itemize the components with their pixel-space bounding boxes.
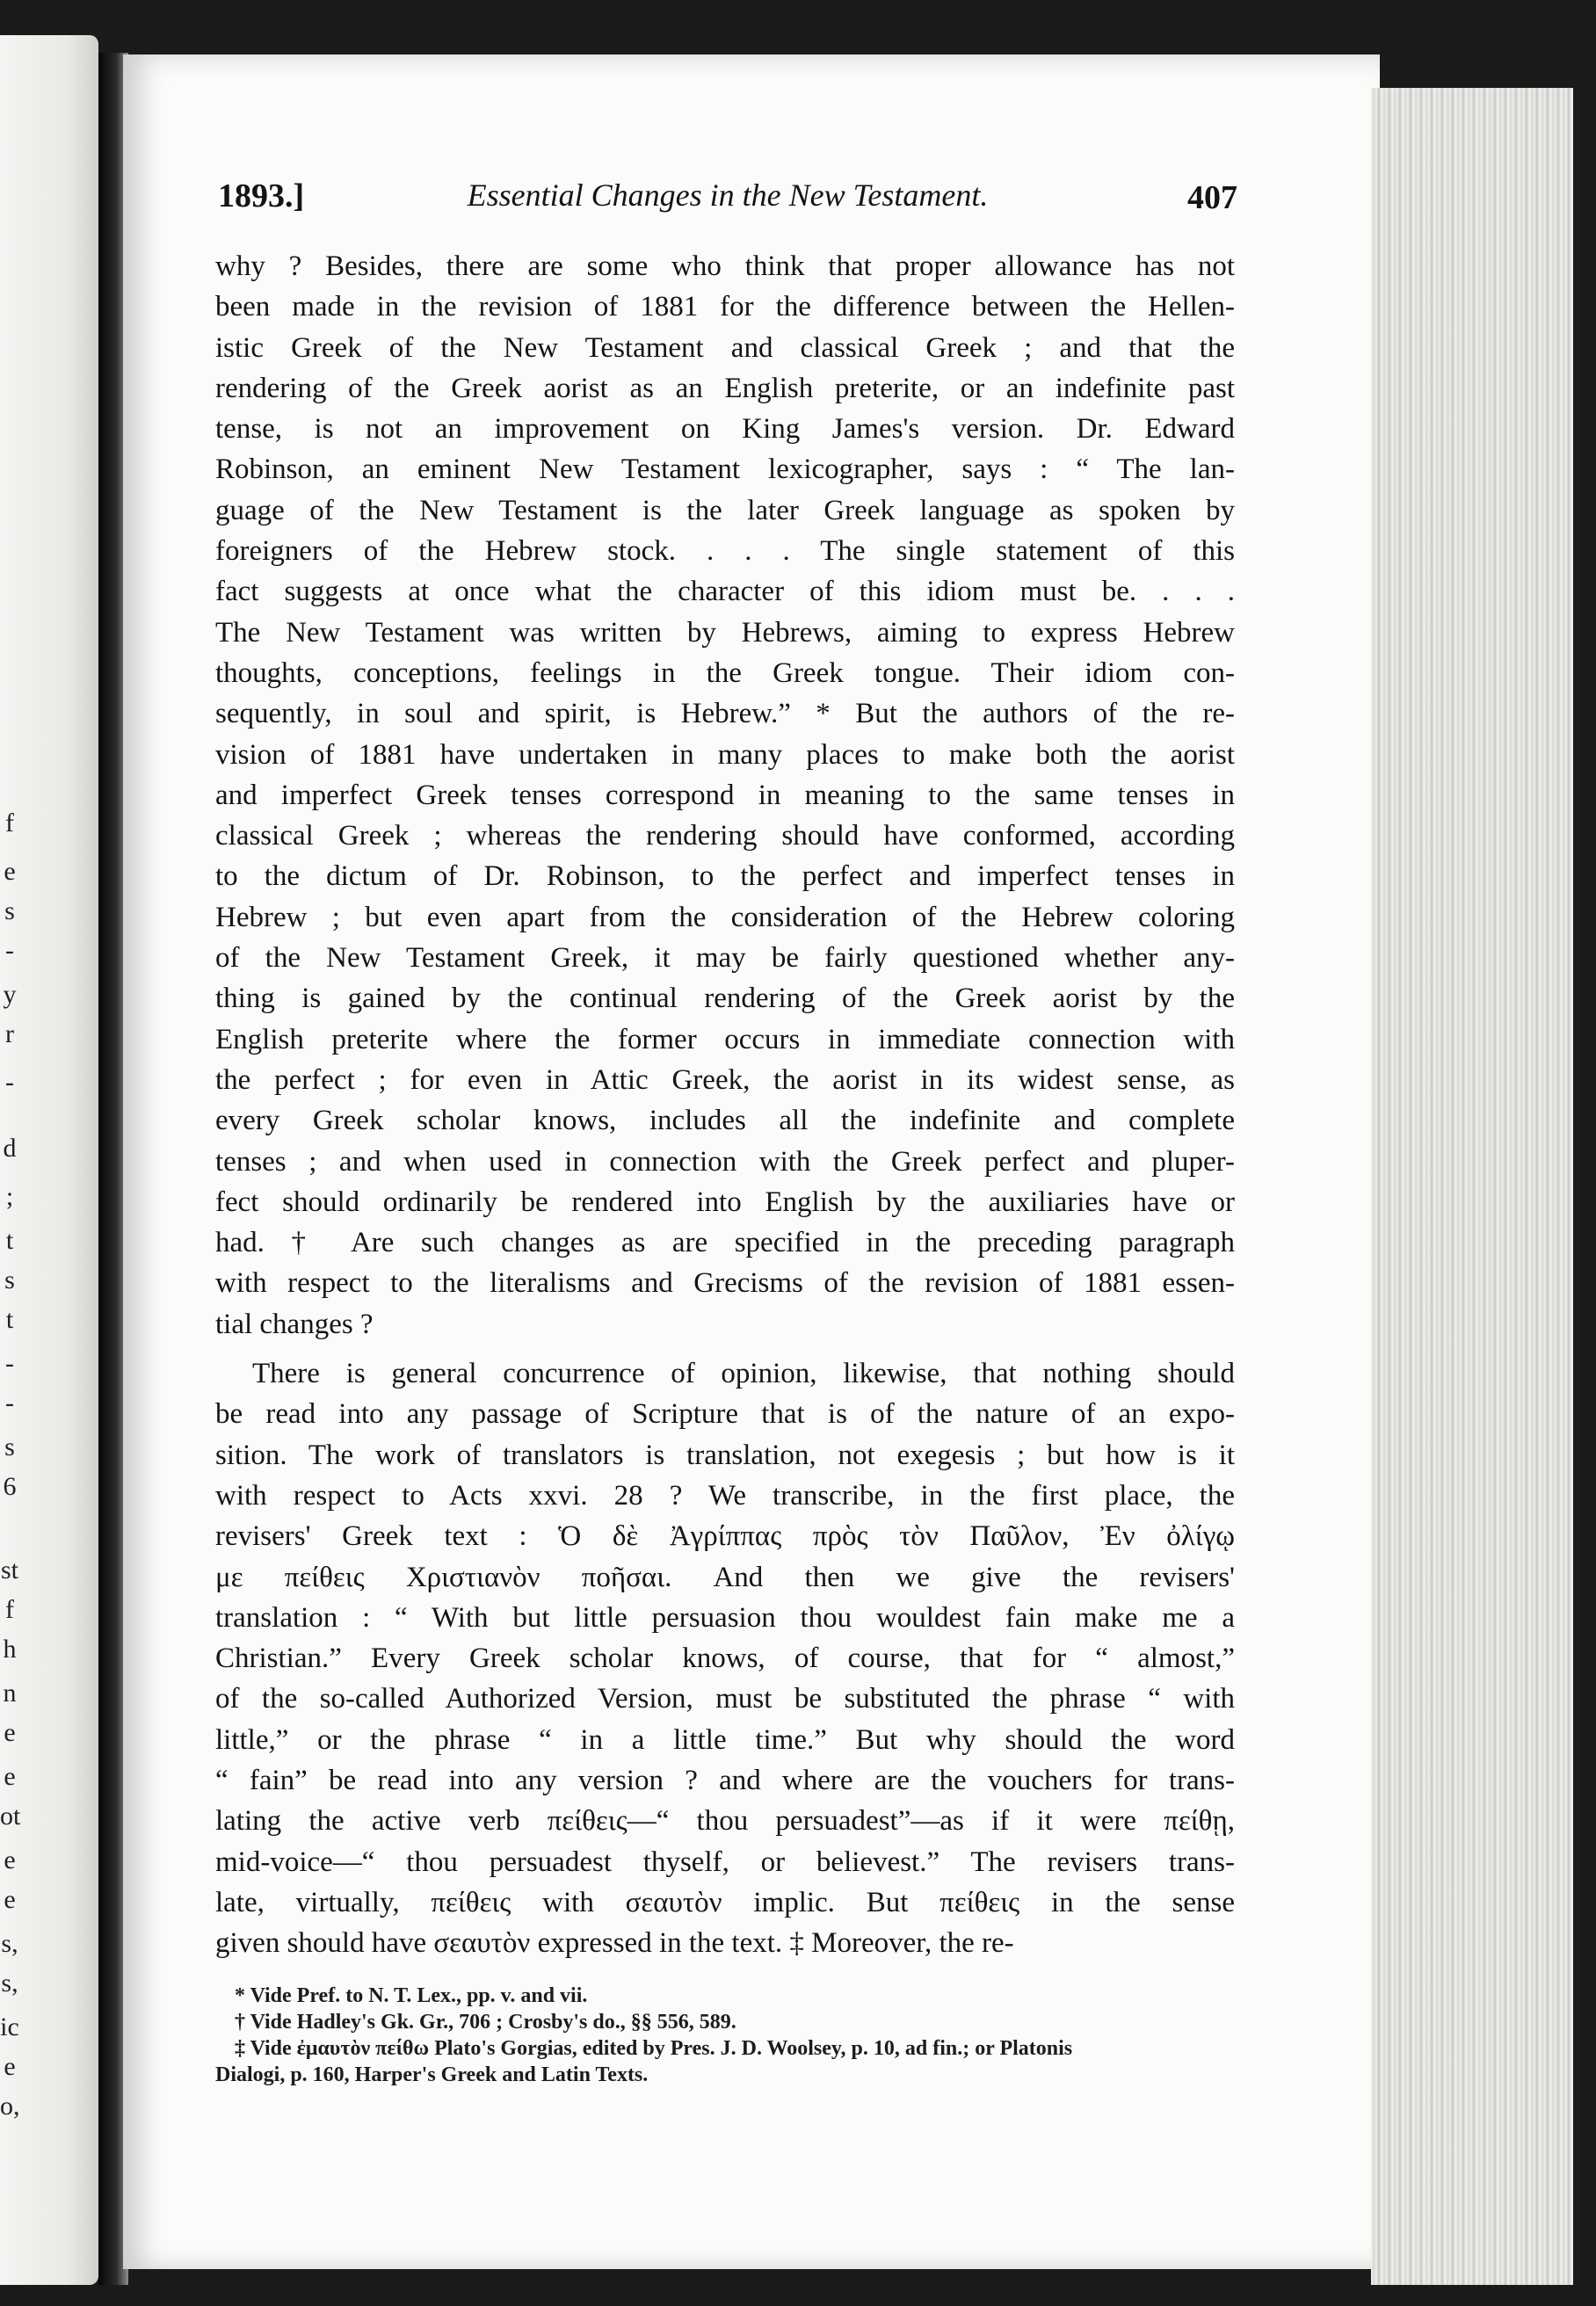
text-line: sition. The work of translators is translation, not exegesis ; but how is it: [215, 1439, 1235, 1471]
text-line: with respect to Acts xxvi. 28 ? We transcribe, in the first place, the: [215, 1479, 1235, 1512]
text-line: classical Greek ; whereas the rendering should have conformed, according: [215, 820, 1235, 852]
left-page-fragment: s: [4, 896, 15, 925]
left-page-fragment: s,: [1, 1929, 18, 1958]
text-line: fect should ordinarily be rendered into English by the auxiliaries have or: [215, 1186, 1235, 1218]
header-year: 1893.]: [218, 178, 305, 214]
text-line: and imperfect Greek tenses correspond in meaning to the same tenses in: [215, 779, 1235, 811]
left-page-fragment: e: [4, 1718, 16, 1747]
text-line: Robinson, an eminent New Testament lexicographer, says : “ The lan-: [215, 453, 1235, 486]
left-page-fragment: s,: [1, 1969, 18, 1998]
text-line: of the so-called Authorized Version, must be substituted the phrase “ with: [215, 1683, 1235, 1715]
left-page-fragment: e: [4, 1846, 16, 1875]
left-page-fragment: t: [5, 1305, 14, 1334]
body-text: [215, 246, 1235, 1963]
running-header: [218, 171, 1237, 224]
left-page-fragment: o,: [0, 2092, 20, 2121]
text-line: translation : “ With but little persuasion thou wouldest fain make me a: [215, 1601, 1235, 1634]
header-title: Essential Changes in the New Testament.: [467, 178, 989, 213]
left-page-fragment: f: [5, 1595, 14, 1624]
left-page-fragment: st: [0, 1555, 18, 1584]
footnote: Dialogi, p. 160, Harper's Greek and Latin Texts.: [215, 2063, 649, 2086]
left-page-fragment: r: [5, 1019, 14, 1048]
left-page-fragment: s: [4, 1432, 15, 1461]
left-page-fragment: e: [4, 1885, 16, 1914]
text-line: vision of 1881 have undertaken in many places to make both the aorist: [215, 738, 1235, 771]
text-line: the perfect ; for even in Attic Greek, the aorist in its widest sense, as: [215, 1063, 1235, 1096]
text-line: “ fain” be read into any version ? and where are the vouchers for trans-: [215, 1764, 1235, 1796]
left-page-fragment: f: [5, 809, 14, 838]
footnotes: [215, 1983, 1235, 2088]
text-line: There is general concurrence of opinion, likewise, that nothing should: [252, 1358, 1235, 1390]
text-line: rendering of the Greek aorist as an English preterite, or an indefinite past: [215, 372, 1235, 404]
text-line: με πείθεις Χριστιανὸν ποῆσαι. And then we give the revisers': [215, 1561, 1235, 1593]
text-line: been made in the revision of 1881 for the difference between the Hellen-: [215, 291, 1235, 323]
left-page-fragment: h: [3, 1635, 17, 1664]
left-page-fragment: ot: [0, 1802, 21, 1831]
text-line: revisers' Greek text : Ὁ δὲ Ἀγρίππας πρὸς τὸν Παῦλον, Ἐν ὀλίγῳ: [215, 1520, 1235, 1553]
text-line: tial changes ?: [215, 1308, 374, 1340]
text-line: fact suggests at once what the character of this idiom must be. . . .: [215, 576, 1235, 608]
text-line: English preterite where the former occurs in immediate connection with: [215, 1023, 1235, 1055]
page-block-edge: [1371, 88, 1573, 2285]
text-line: sequently, in soul and spirit, is Hebrew.” * But the authors of the re-: [215, 698, 1235, 730]
left-page-fragment: -: [5, 1389, 14, 1418]
left-page-fragment: n: [3, 1679, 17, 1708]
text-line: with respect to the literalisms and Grecisms of the revision of 1881 essen-: [215, 1267, 1235, 1300]
text-line: given should have σεαυτὸν expressed in the text. ‡ Moreover, the re-: [215, 1927, 1014, 1960]
text-line: tenses ; and when used in connection with the Greek perfect and pluper-: [215, 1145, 1235, 1178]
left-page-fragment: 6: [3, 1472, 17, 1501]
paragraph: [215, 1353, 1235, 1963]
text-line: to the dictum of Dr. Robinson, to the perfect and imperfect tenses in: [215, 860, 1235, 893]
left-page-fragment: s: [4, 1265, 15, 1294]
left-page-fragment: e: [4, 2052, 16, 2081]
left-page-fragment: -: [5, 1349, 14, 1378]
text-line: foreigners of the Hebrew stock. . . . The single statement of this: [215, 535, 1235, 568]
text-line: istic Greek of the New Testament and classical Greek ; and that the: [215, 331, 1235, 364]
footnote: ‡ Vide ἐμαυτὸν πείθω Plato's Gorgias, edited by Pres. J. D. Woolsey, p. 10, ad fin.; or Platonis: [235, 2037, 1073, 2060]
text-line: thoughts, conceptions, feelings in the Greek tongue. Their idiom con-: [215, 656, 1235, 689]
text-line: tense, is not an improvement on King James's version. Dr. Edward: [215, 413, 1235, 446]
left-page-fragment: y: [3, 980, 17, 1009]
left-page-fragment: e: [4, 857, 16, 886]
text-line: had. † Are such changes as are specified in the preceding paragraph: [215, 1227, 1235, 1259]
text-line: little,” or the phrase “ in a little time.” But why should the word: [215, 1723, 1235, 1756]
text-line: lating the active verb πείθεις—“ thou persuadest”—as if it were πείθῃ,: [215, 1805, 1235, 1838]
left-page-fragment: ;: [5, 1182, 14, 1211]
text-line: guage of the New Testament is the later Greek language as spoken by: [215, 494, 1235, 526]
left-page-fragment: -: [5, 1068, 14, 1097]
text-line: every Greek scholar knows, includes all the indefinite and complete: [215, 1105, 1235, 1137]
text-line: mid-voice—“ thou persuadest thyself, or believest.” The revisers trans-: [215, 1846, 1235, 1878]
left-page-fragment: d: [3, 1134, 17, 1163]
paragraph: [215, 246, 1235, 1345]
left-page-fragment: -: [5, 936, 14, 965]
page-number: 407: [1187, 179, 1237, 216]
text-line: Hebrew ; but even apart from the consideration of the Hebrew coloring: [215, 901, 1235, 933]
text-line: why ? Besides, there are some who think that proper allowance has not: [215, 250, 1235, 282]
left-page-fragment: e: [4, 1762, 16, 1791]
footnote: * Vide Pref. to N. T. Lex., pp. v. and vii.: [235, 1984, 588, 2007]
text-line: Christian.” Every Greek scholar knows, of course, that for “ almost,”: [215, 1642, 1235, 1675]
text-line: thing is gained by the continual rendering of the Greek aorist by the: [215, 983, 1235, 1015]
left-page-fragment: t: [5, 1226, 14, 1255]
text-line: late, virtually, πείθεις with σεαυτὸν implic. But πείθεις in the sense: [215, 1886, 1235, 1918]
text-line: be read into any passage of Scripture that is of the nature of an expo-: [215, 1398, 1235, 1431]
left-page-fragment: ic: [0, 2012, 19, 2041]
text-line: The New Testament was written by Hebrews, aiming to express Hebrew: [215, 616, 1235, 649]
text-line: of the New Testament Greek, it may be fairly questioned whether any-: [215, 942, 1235, 975]
footnote: † Vide Hadley's Gk. Gr., 706 ; Crosby's do., §§ 556, 589.: [235, 2011, 736, 2034]
